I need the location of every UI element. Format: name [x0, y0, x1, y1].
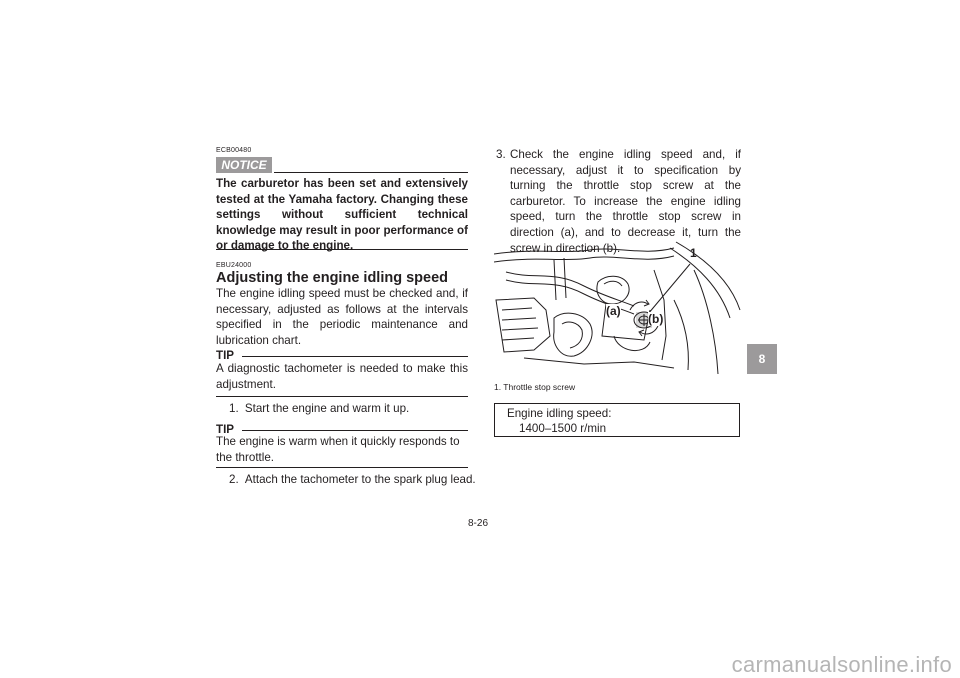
figure-label-1: 1: [690, 246, 697, 260]
notice-code: ECB00480: [216, 147, 252, 154]
notice-header: [216, 157, 468, 177]
spec-value: 1400–1500 r/min: [519, 422, 607, 435]
page-number: 8-26: [468, 518, 489, 529]
step3-number: 3.: [496, 148, 506, 161]
tip1-text: A diagnostic tachometer is needed to make this adjustment.: [216, 362, 468, 391]
tip2-rule: [242, 430, 468, 431]
watermark: carmanualsonline.info: [731, 652, 952, 677]
carburetor-figure: [494, 240, 742, 374]
step2: [229, 472, 476, 488]
figure-label-b: (b): [648, 312, 664, 326]
step2-number: 2.: [229, 473, 239, 486]
figure-label-a: (a): [606, 304, 621, 318]
tip2-header: [216, 420, 468, 434]
notice-badge: NOTICE: [216, 157, 272, 173]
section-code: EBU24000: [216, 262, 252, 269]
spec-box: [494, 403, 740, 437]
tip2-end-rule: [216, 467, 468, 468]
section-intro: The engine idling speed must be checked and, if necessary, adjusted as follows at the intervals specified in the periodic maintenance and lubrication chart.: [216, 287, 468, 347]
step3-text: Check the engine idling speed and, if necessary, adjust it to specification by turning the throttle stop screw at the carburetor. To increase the engine idling speed, turn the throttle stop screw in direction (a), and to decrease it, turn the screw in direction (b).: [510, 148, 741, 255]
notice-end-rule: [216, 249, 468, 250]
step1-number: 1.: [229, 402, 239, 415]
notice-rule: [274, 172, 468, 173]
step1: [229, 401, 409, 417]
tip1-label: TIP: [216, 349, 235, 362]
chapter-tab: 8: [747, 344, 777, 374]
spec-label: Engine idling speed:: [507, 407, 612, 420]
tip1-end-rule: [216, 396, 468, 397]
notice-text: The carburetor has been set and extensively tested at the Yamaha factory. Changing these settings without sufficient technical knowledge may result in poor performance of or damage to the engine.: [216, 177, 468, 253]
section-title: Adjusting the engine idling speed: [216, 270, 449, 286]
figure-caption: 1. Throttle stop screw: [494, 382, 576, 392]
tip1-header: [216, 346, 468, 360]
tip1-rule: [242, 356, 468, 357]
step1-text: Start the engine and warm it up.: [244, 402, 410, 415]
step2-text: Attach the tachometer to the spark plug lead.: [244, 473, 476, 486]
tip2-label: TIP: [216, 423, 235, 436]
tip2-text: The engine is warm when it quickly responds to the throttle.: [216, 435, 460, 464]
